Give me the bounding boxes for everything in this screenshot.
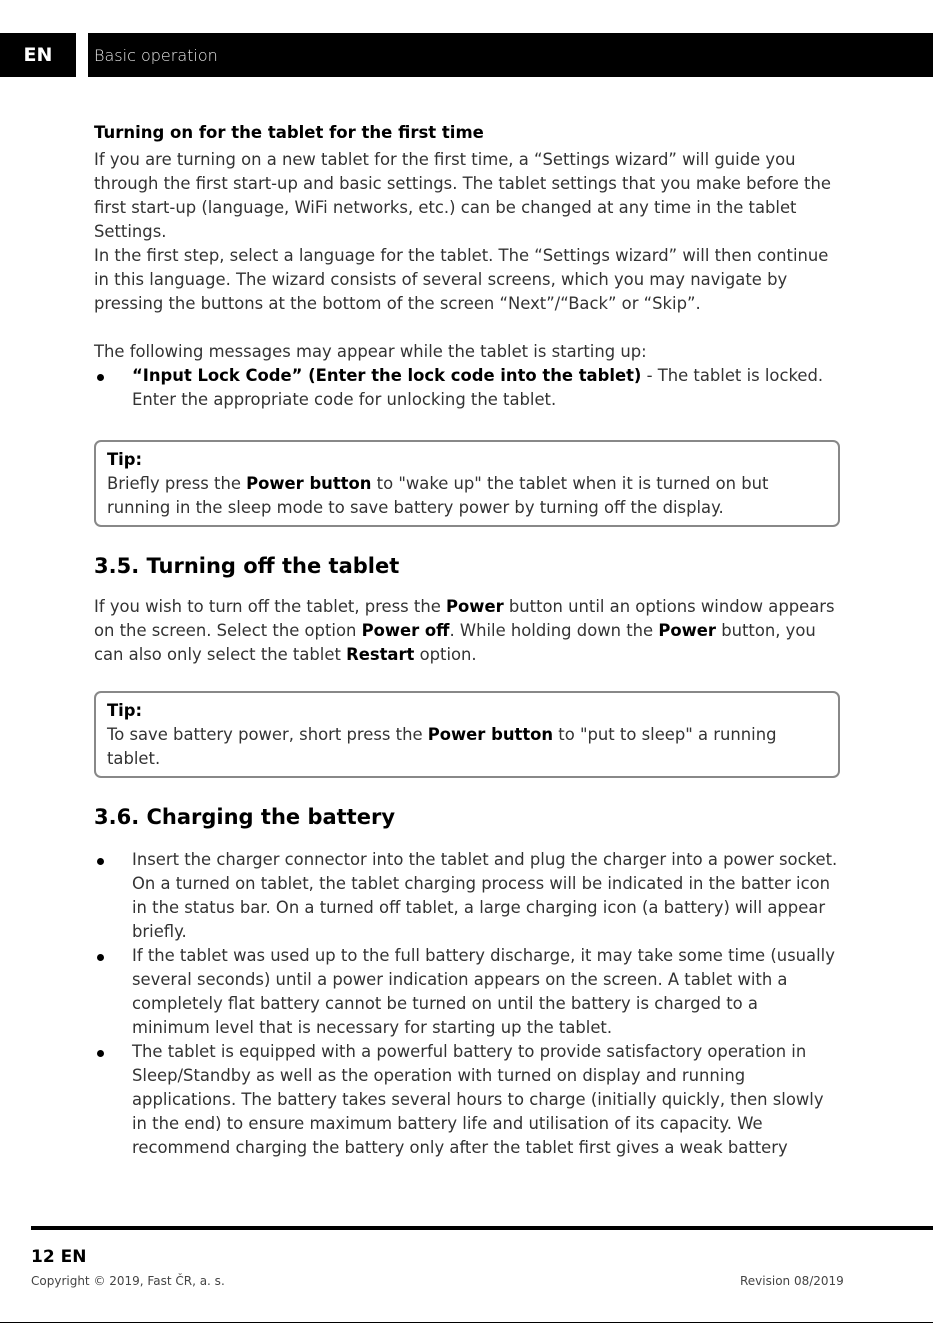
first-time-paragraph-3: The following messages may appear while the tablet is starting up: <box>94 342 647 361</box>
power-off-label: Power off <box>361 621 450 640</box>
tip-text <box>107 723 827 771</box>
section-title: Basic operation <box>88 33 933 77</box>
turn-off-paragraph <box>94 595 839 667</box>
restart-label: Restart <box>346 645 415 664</box>
tip-text-part: To save battery power, short press the <box>107 725 428 744</box>
tip-title: Tip: <box>107 701 143 720</box>
page-header <box>0 33 933 77</box>
text-part: . While holding down the <box>449 621 659 640</box>
tip-text-part: Briefly press the <box>107 474 247 493</box>
charging-heading: 3.6. Charging the battery <box>94 805 396 829</box>
charging-list <box>94 848 839 1160</box>
power-button-label: Power button <box>427 725 554 744</box>
tip-box-wake-up <box>94 440 840 527</box>
revision-text: Revision 08/2019 <box>740 1274 844 1288</box>
first-time-heading: Turning on for the tablet for the first time <box>94 123 484 142</box>
power-label: Power <box>658 621 716 640</box>
tip-text-part: to "wake up" the tablet when it is turned on but running in the sleep mode to save battery power by turning off the display. <box>107 474 769 517</box>
startup-messages-list <box>94 364 839 412</box>
list-item: If the tablet was used up to the full battery discharge, it may take some time (usually several seconds) until a power indication appears on the screen. A tablet with a completely flat battery cannot be turned on until the battery is charged to a minimum level that is necessary for starting up the tablet. <box>94 944 839 1040</box>
power-label: Power <box>446 597 504 616</box>
first-time-paragraph-1: If you are turning on a new tablet for the first time, a “Settings wizard” will guide you through the first start-up and basic settings. The tablet settings that you make before the first start-up (language, WiFi networks, etc.) can be changed at any time in the tablet Settings. <box>94 150 831 241</box>
text-part: If you wish to turn off the tablet, press the <box>94 597 447 616</box>
text-part: option. <box>414 645 477 664</box>
text-part: button until an options window appears on the screen. Select the option <box>94 597 835 640</box>
first-time-paragraph-2: In the first step, select a language for the tablet. The “Settings wizard” will then continue in this language. The wizard consists of several screens, which you may navigate by pressing the buttons at the bottom of the screen “Next”/“Back” or “Skip”. <box>94 246 829 313</box>
tip-box-sleep <box>94 691 840 778</box>
list-item <box>94 364 839 412</box>
tip-text-part: to "put to sleep" a running tablet. <box>107 725 777 768</box>
page-content <box>94 118 839 1160</box>
text-part: button, you can also only select the tablet <box>94 621 816 664</box>
footer-divider <box>31 1226 933 1230</box>
lock-code-description: - The tablet is locked. Enter the appropriate code for unlocking the tablet. <box>132 366 824 409</box>
turn-off-heading: 3.5. Turning off the tablet <box>94 554 400 578</box>
power-button-label: Power button <box>246 474 372 493</box>
copyright-text: Copyright © 2019, Fast ČR, a. s. <box>31 1274 225 1288</box>
bottom-divider <box>0 1322 933 1323</box>
tip-text <box>107 472 827 520</box>
list-item: Insert the charger connector into the tablet and plug the charger into a power socket. On a turned on tablet, the tablet charging process will be indicated in the batter icon in the status bar. On a turned off tablet, a large charging icon (a battery) will appear briefly. <box>94 848 839 944</box>
page-number: 12 EN <box>31 1247 87 1267</box>
list-item: The tablet is equipped with a powerful battery to provide satisfactory operation in Sleep/Standby as well as the operation with turned on display and running applications. The battery takes several hours to charge (initially quickly, then slowly in the end) to ensure maximum battery life and utilisation of its capacity. We recommend charging the battery only after the tablet first gives a weak battery <box>94 1040 839 1160</box>
language-label: EN <box>0 33 76 77</box>
tip-title: Tip: <box>107 450 143 469</box>
lock-code-message: “Input Lock Code” (Enter the lock code into the tablet) <box>132 366 642 385</box>
